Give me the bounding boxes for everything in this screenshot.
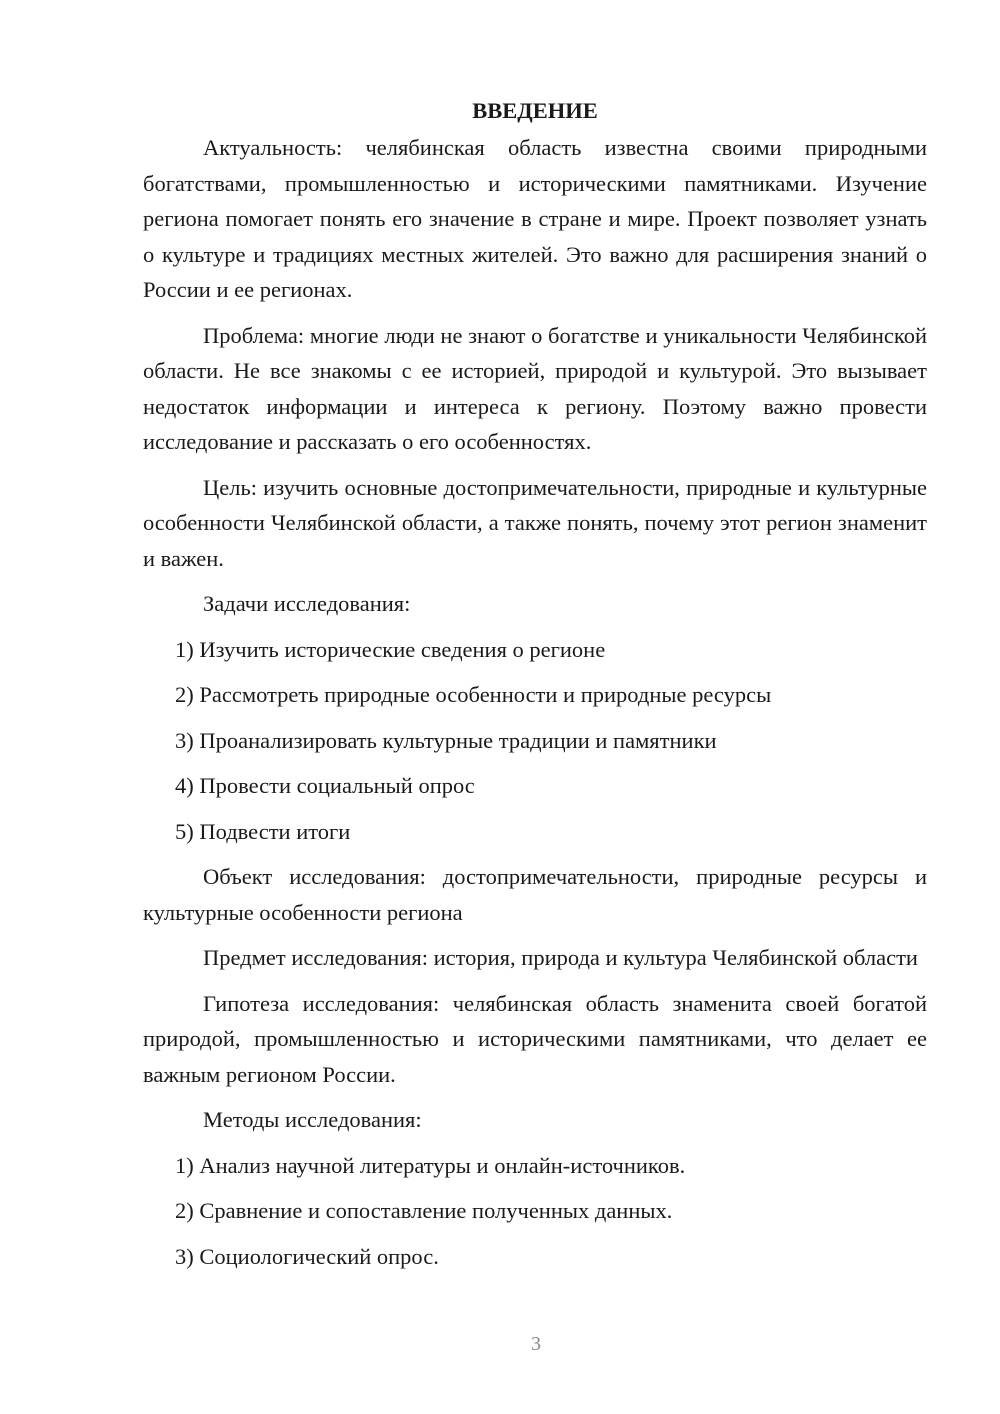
object-paragraph: Объект исследования: достопримечательности, природные ресурсы и культурные особенности региона [143,864,927,925]
methods-list [143,1148,927,1275]
section-title: ВВЕДЕНИЕ [472,98,598,123]
task-item: 2) Рассмотреть природные особенности и природные ресурсы [175,682,772,707]
hypothesis-paragraph: Гипотеза исследования: челябинская область знаменита своей богатой природой, промышленностью и историческими памятниками, что делает ее важным регионом России. [143,990,927,1087]
page-content [143,97,927,1284]
tasks-label: Задачи исследования: [203,591,411,616]
task-item: 4) Провести социальный опрос [175,773,475,798]
task-item: 5) Подвести итоги [175,818,351,844]
goal-paragraph: Цель: изучить основные достопримечательности, природные и культурные особенности Челябинской области, а также понять, почему этот регион знаменит и важен. [143,474,927,571]
method-item: 1) Анализ научной литературы и онлайн-источников. [175,1152,686,1178]
method-item: 3) Социологический опрос. [175,1243,439,1269]
method-item: 2) Сравнение и сопоставление полученных данных. [175,1198,673,1223]
problem-paragraph: Проблема: многие люди не знают о богатстве и уникальности Челябинской области. Не все знакомы с ее историей, природой и культурой. Это вызывает недостаток информации и интереса к региону. Поэтому важно провести исследование и рассказать о его особенностях. [143,322,927,454]
page-number: 3 [531,1333,541,1355]
methods-label: Методы исследования: [203,1107,422,1132]
task-item: 1) Изучить исторические сведения о регионе [175,636,606,662]
tasks-list [143,632,927,850]
subject-paragraph: Предмет исследования: история, природа и культура Челябинской области [203,945,918,970]
relevance-paragraph: Актуальность: челябинская область известна своими природными богатствами, промышленностью и историческими памятниками. Изучение региона помогает понять его значение в стране и мире. Проект позволяет узнать о культуре и традициях местных жителей. Это важно для расширения знаний о России и ее регионах. [143,135,927,302]
task-item: 3) Проанализировать культурные традиции и памятники [175,727,717,753]
